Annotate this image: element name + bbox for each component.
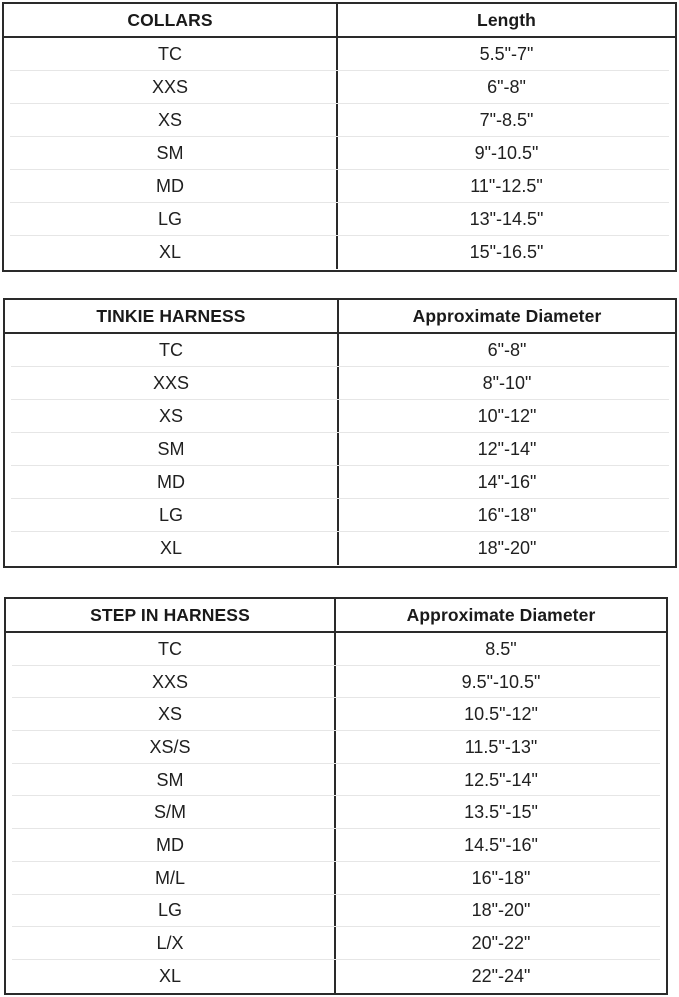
- collars-size-table: [2, 2, 677, 272]
- table-row: [4, 38, 675, 71]
- table-row: [6, 731, 666, 764]
- measurement-cell: 14"-16": [477, 472, 537, 492]
- measurement-cell: 15"-16.5": [469, 242, 544, 262]
- table-row: [6, 895, 666, 928]
- table-row: [4, 170, 675, 203]
- table-header-row: [4, 4, 675, 38]
- measurement-cell: 18"-20": [477, 538, 537, 558]
- column-header-size: STEP IN HARNESS: [6, 599, 336, 631]
- size-cell: LG: [5, 499, 339, 532]
- table-row: [6, 764, 666, 797]
- measurement-cell: 14.5"-16": [464, 834, 538, 855]
- size-cell: XXS: [6, 666, 336, 699]
- measurement-cell: 11.5"-13": [464, 736, 538, 757]
- table-row: [5, 466, 675, 499]
- size-cell: LG: [4, 203, 338, 236]
- measurement-cell: 9"-10.5": [474, 143, 539, 163]
- size-cell: XS: [4, 104, 338, 137]
- measurement-cell: 5.5"-7": [479, 44, 534, 64]
- table-row: [6, 960, 666, 993]
- size-cell: TC: [4, 38, 338, 71]
- size-cell: XXS: [5, 367, 339, 400]
- measurement-cell: 8.5": [485, 638, 517, 659]
- size-cell: MD: [6, 829, 336, 862]
- size-cell: XL: [5, 532, 339, 565]
- size-cell: SM: [5, 433, 339, 466]
- size-cell: TC: [5, 334, 339, 367]
- size-cell: XS: [5, 400, 339, 433]
- measurement-cell: 12"-14": [477, 439, 537, 459]
- table-row: [5, 400, 675, 433]
- size-cell: XL: [4, 236, 338, 269]
- size-cell: TC: [6, 633, 336, 666]
- table-row: [4, 104, 675, 137]
- table-row: [5, 433, 675, 466]
- table-row: [6, 666, 666, 699]
- measurement-cell: 6"-8": [487, 77, 526, 97]
- table-row: [6, 862, 666, 895]
- table-header-row: [6, 599, 666, 633]
- tinkie-harness-size-table: [3, 298, 677, 568]
- size-cell: L/X: [6, 927, 336, 960]
- table-row: [6, 927, 666, 960]
- table-row: [5, 367, 675, 400]
- measurement-cell: 9.5"-10.5": [461, 671, 541, 692]
- table-row: [4, 137, 675, 170]
- column-header-length: Length: [477, 9, 536, 30]
- measurement-cell: 6"-8": [487, 340, 527, 360]
- size-cell: XS: [6, 698, 336, 731]
- measurement-cell: 18"-20": [471, 900, 531, 921]
- column-header-diameter: Approximate Diameter: [406, 604, 596, 625]
- measurement-cell: 10.5"-12": [464, 704, 538, 725]
- size-cell: M/L: [6, 862, 336, 895]
- step-in-harness-size-table: [4, 597, 668, 995]
- measurement-cell: 16"-18": [471, 867, 531, 888]
- table-row: [6, 796, 666, 829]
- column-header-size: COLLARS: [4, 4, 338, 36]
- table-row: [4, 203, 675, 236]
- table-row: [6, 633, 666, 666]
- measurement-cell: 10"-12": [477, 406, 537, 426]
- size-cell: S/M: [6, 796, 336, 829]
- measurement-cell: 16"-18": [477, 505, 537, 525]
- column-header-diameter: Approximate Diameter: [412, 305, 602, 326]
- measurement-cell: 8"-10": [482, 373, 532, 393]
- table-row: [5, 334, 675, 367]
- table-header-row: [5, 300, 675, 334]
- table-row: [5, 499, 675, 532]
- measurement-cell: 13"-14.5": [469, 209, 544, 229]
- table-row: [6, 829, 666, 862]
- measurement-cell: 12.5"-14": [464, 769, 538, 790]
- size-cell: XL: [6, 960, 336, 993]
- measurement-cell: 20"-22": [471, 933, 531, 954]
- size-cell: MD: [5, 466, 339, 499]
- size-cell: LG: [6, 895, 336, 928]
- column-header-size: TINKIE HARNESS: [5, 300, 339, 332]
- size-cell: SM: [4, 137, 338, 170]
- table-row: [4, 236, 675, 269]
- size-cell: SM: [6, 764, 336, 797]
- size-cell: MD: [4, 170, 338, 203]
- measurement-cell: 13.5"-15": [464, 802, 538, 823]
- measurement-cell: 22"-24": [471, 965, 531, 986]
- measurement-cell: 11"-12.5": [470, 176, 543, 196]
- table-row: [6, 698, 666, 731]
- table-row: [4, 71, 675, 104]
- size-cell: XXS: [4, 71, 338, 104]
- measurement-cell: 7"-8.5": [479, 110, 534, 130]
- table-row: [5, 532, 675, 565]
- size-cell: XS/S: [6, 731, 336, 764]
